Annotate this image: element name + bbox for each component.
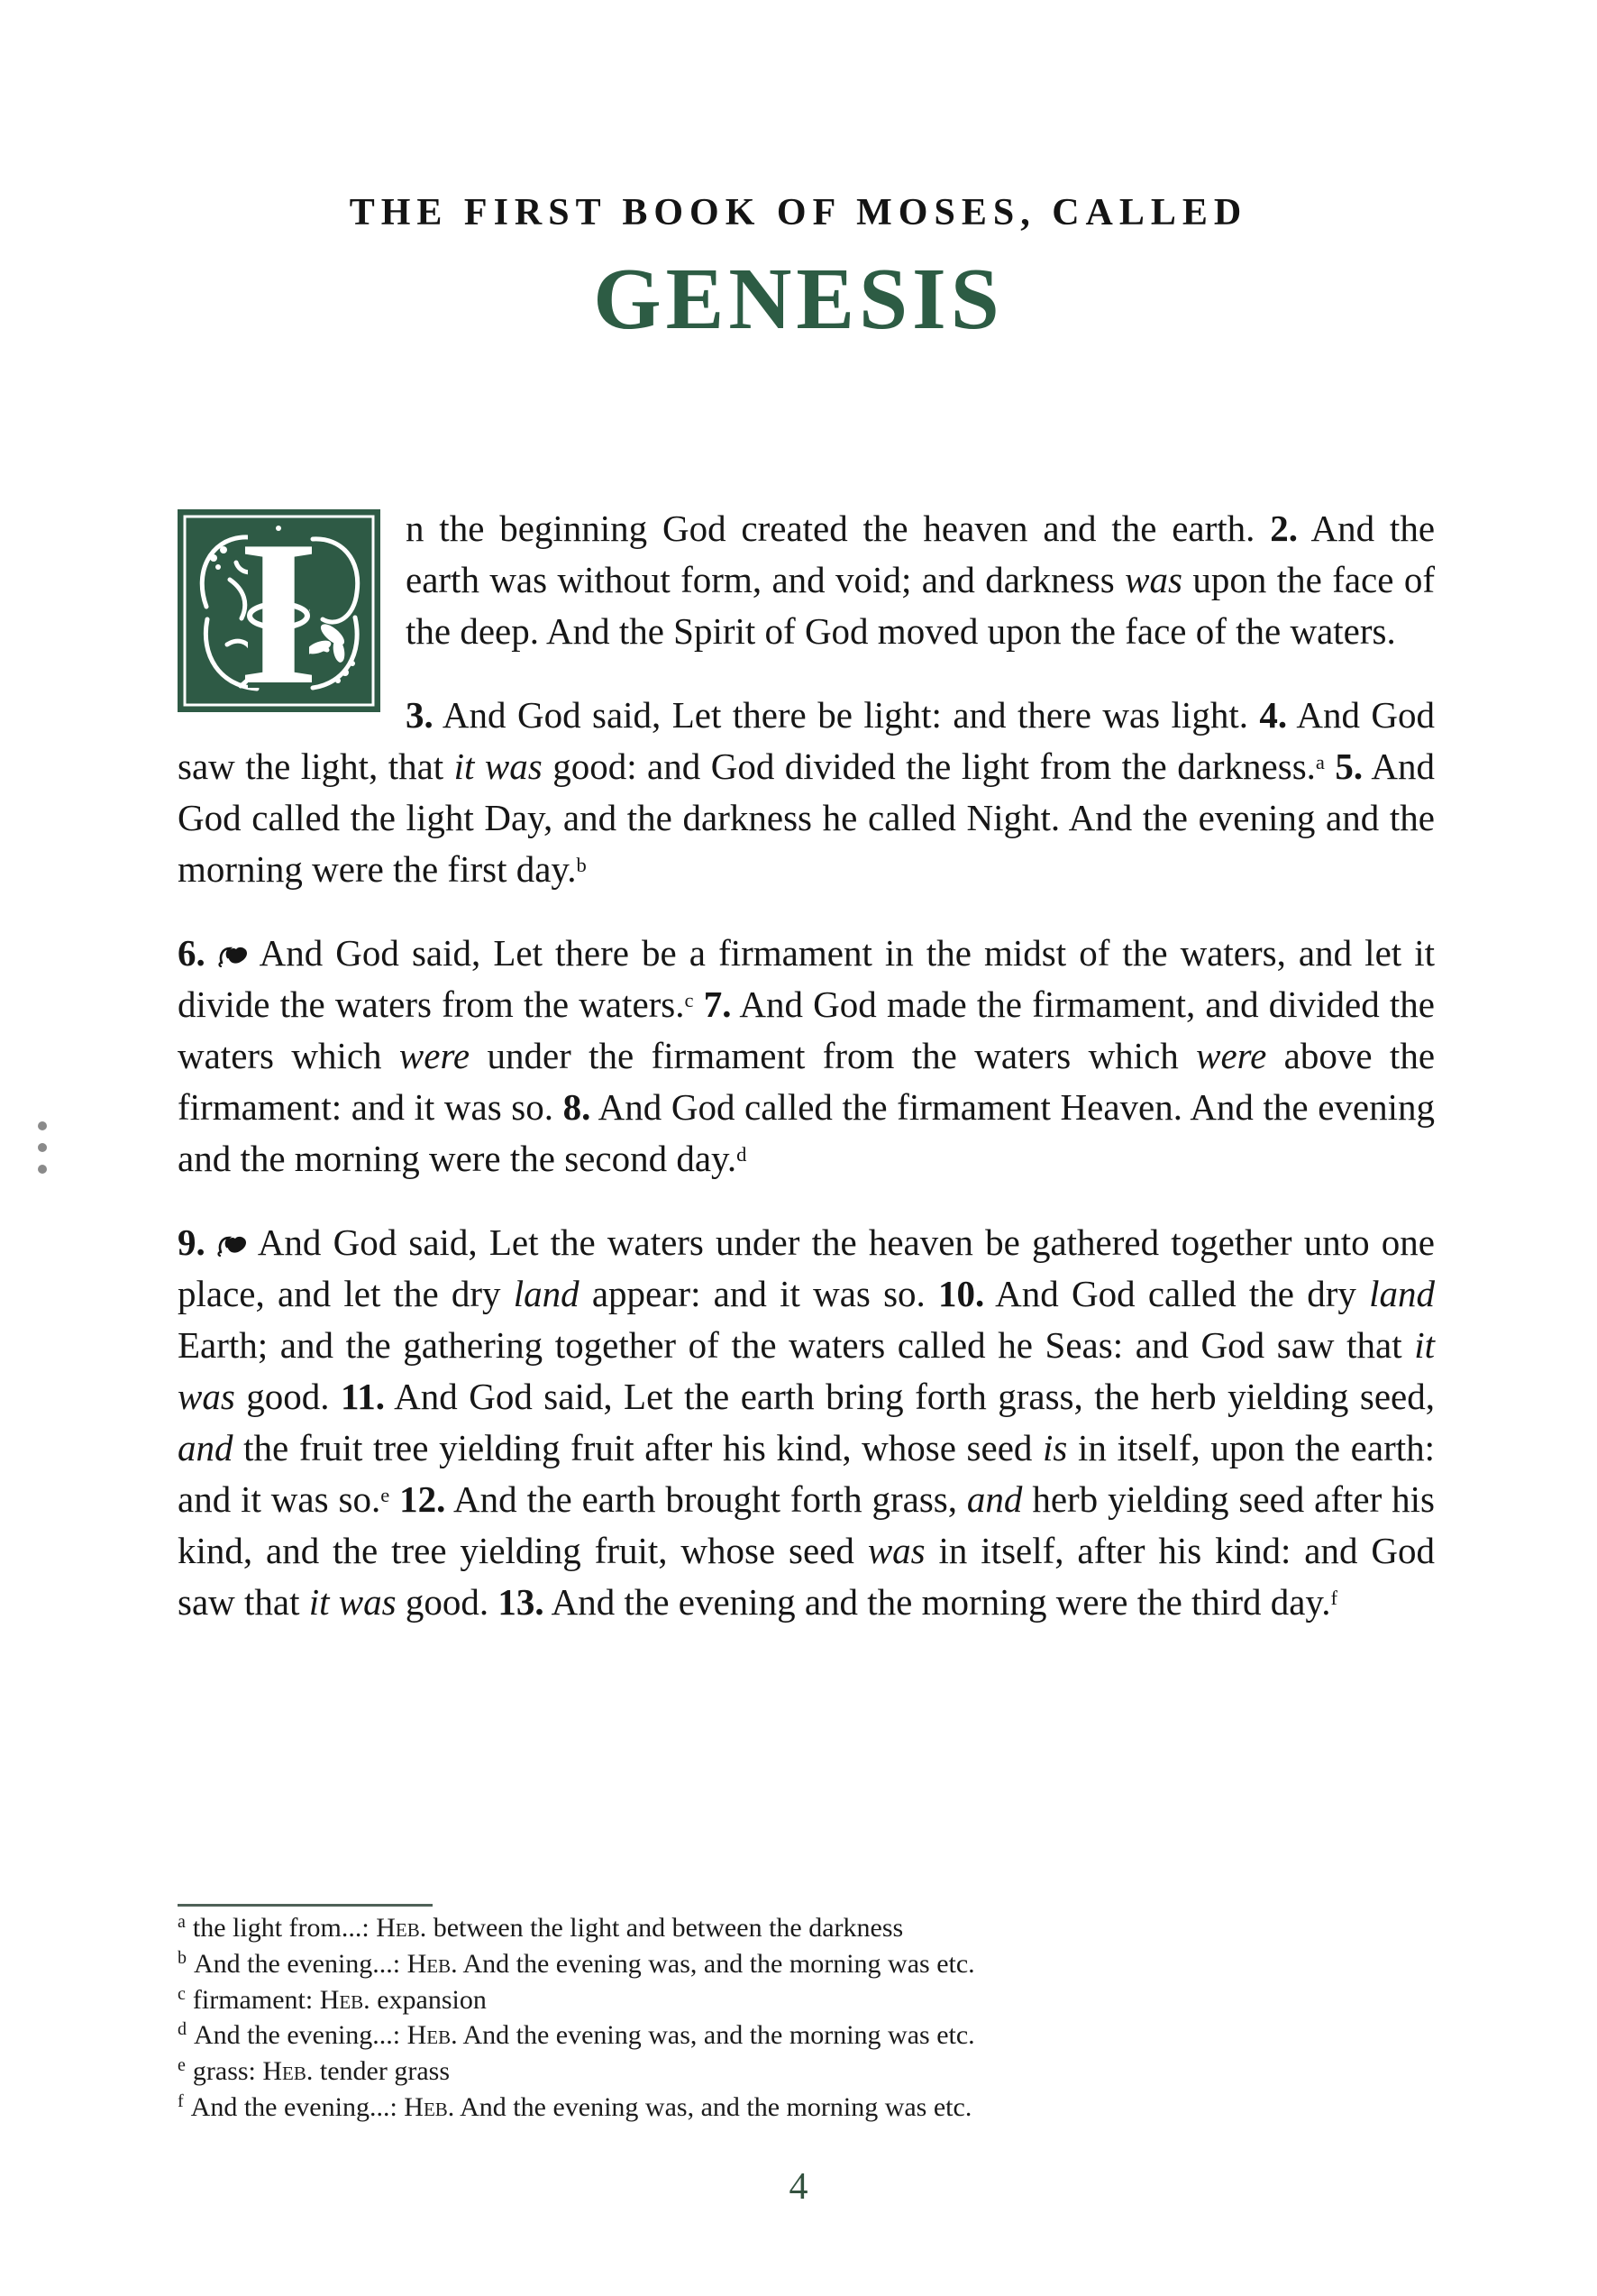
dot-icon xyxy=(38,1143,47,1152)
footnote: $^b$ And the evening...: Heb. And the evening was, and the morning was etc. xyxy=(178,1947,975,1979)
fleuron-icon-wrap xyxy=(218,944,249,967)
verse-paragraph: 9. And God said, Let the waters under the heaven be gathered together unto one place, and let the dry land appear: and it was so. 10. And God called the dry land Earth; and the gathering together of the waters called he Seas: and God saw that it was good. 11. And God said, Let the earth bring forth grass, the herb yielding seed, and the fruit tree yielding fruit after his kind, whose seed is in itself, upon the earth: and it was so.$^e$ 12. And the earth brought forth grass, and herb yielding seed after his kind, and the tree yielding fruit, whose seed was in itself, after his kind: and God saw that it was good. 13. And the evening and the morning were the third day.$^f$ xyxy=(178,1221,1436,1623)
footnote: $^f$ And the evening...: Heb. And the evening was, and the morning was etc. xyxy=(178,2090,972,2122)
page-number: 4 xyxy=(789,2166,808,2208)
drop-cap-initial xyxy=(178,509,380,712)
fleuron-icon xyxy=(218,944,249,967)
dot-icon xyxy=(38,1165,47,1174)
svg-text:I: I xyxy=(238,509,319,712)
book-title: GENESIS xyxy=(593,251,1004,347)
verse-paragraph: 3. And God said, Let there be light: and there was light. 4. And God saw the light, that it was good: and God divided the light from the darkness.$^a$ 5. And God called the light Day, and the darkness he called Night. And the evening and the morning were the first day.$^b$ xyxy=(178,694,1435,890)
footnote-ref: c xyxy=(684,988,694,1011)
footnote-ref: a xyxy=(1315,750,1325,773)
footnote: $^a$ the light from...: Heb. between the light and between the darkness xyxy=(178,1912,904,1943)
footnote: $^c$ firmament: Heb. expansion xyxy=(178,1983,487,2015)
dot-icon xyxy=(38,1121,47,1130)
book-kicker: THE FIRST BOOK OF MOSES, CALLED xyxy=(349,192,1248,233)
footnote-ref: f xyxy=(1330,1586,1338,1609)
footnote-marker: a xyxy=(178,1912,186,1932)
footnote-marker: c xyxy=(178,1983,186,2004)
footnote-divider xyxy=(178,1904,433,1907)
footnote-marker: f xyxy=(178,2090,184,2111)
footnote-marker: e xyxy=(178,2055,186,2076)
side-menu-dots[interactable] xyxy=(38,1121,47,1174)
verse-paragraph: 6. And God said, Let there be a firmament in the midst of the waters, and let it divide the waters from the waters.$^c$ 7. And God made the firmament, and divided the waters which were under the firmament from the waters which were above the firmament: and it was so. 8. And God called the firmament Heaven. And the evening and the morning were the second day.$^d$ xyxy=(178,932,1436,1179)
fleuron-icon-wrap xyxy=(217,1233,248,1257)
footnote: $^d$ And the evening...: Heb. And the evening was, and the morning was etc. xyxy=(178,2019,975,2051)
fleuron-icon xyxy=(217,1233,248,1257)
footnote-ref: b xyxy=(576,853,587,876)
footnote-marker: d xyxy=(178,2019,187,2040)
scripture-text xyxy=(178,503,1435,1660)
footnotes-block xyxy=(178,1912,1457,2127)
footnote-ref: d xyxy=(736,1142,747,1166)
footnote: $^e$ grass: Heb. tender grass xyxy=(178,2055,451,2087)
verse-paragraph: I n the beginning God created the heaven and the earth. 2. And the earth was without form, and void; and darkness was upon the face of the deep. And the Spirit of God moved upon the face of the waters. xyxy=(178,503,1435,657)
footnote-marker: b xyxy=(178,1947,187,1968)
footnote-ref: e xyxy=(380,1483,390,1506)
